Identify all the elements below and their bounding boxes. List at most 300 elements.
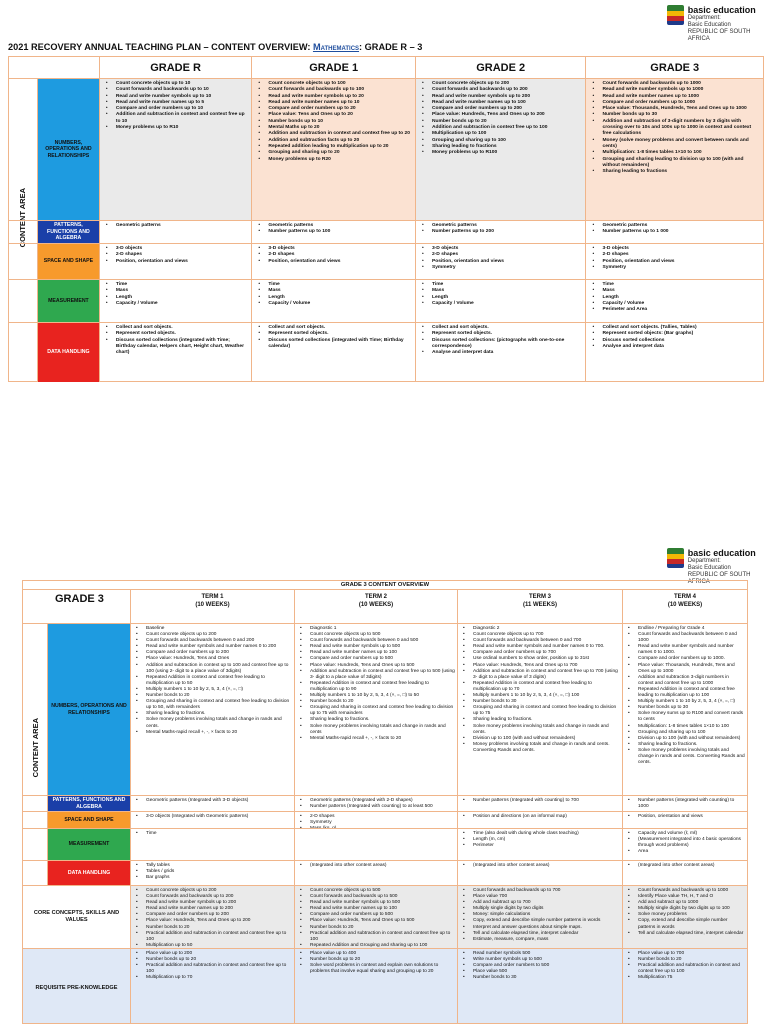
bullet-list <box>256 81 412 163</box>
bullet-list <box>256 282 412 307</box>
list-item: • Multiply numbers 1 to 10 by 2, 5, 3, 4 (×, =, □) to 50 <box>298 693 455 699</box>
list-item: • Money problems up to R100 <box>420 150 583 156</box>
list-item: • Symmetry <box>298 820 455 826</box>
list-item: • Read and write number names up to 1000 <box>590 94 760 100</box>
list-item: • Money problems up to R10 <box>104 125 249 131</box>
list-item: • Count forwards and backwards up to 500 <box>298 894 455 900</box>
list-item: • Area <box>626 849 745 855</box>
list-item: • Tally tables <box>134 863 292 869</box>
list-item: • 3-D objects <box>256 246 412 252</box>
list-item: • 2-D shapes <box>256 252 412 258</box>
list-item: • Use ordinal numbers to show order, position up to 31st <box>461 656 620 662</box>
list-item: • Count forwards and backwards between 0 and 1000 <box>626 632 745 644</box>
list-item: • Count forwards and backwards between 0 and 200 <box>134 638 292 644</box>
content-cell <box>586 280 763 322</box>
content-row-data-handling <box>23 860 747 885</box>
content-row-space-and-shape <box>23 811 747 828</box>
list-item: • Represent sorted objects. <box>256 331 412 337</box>
content-cell <box>623 624 747 795</box>
list-item: • Solve money problems <box>626 912 745 918</box>
list-item: • Number bonds up to 30 <box>590 112 760 118</box>
dbe-logo <box>667 5 768 43</box>
list-item: • Length <box>104 295 249 301</box>
content-row-space-and-shape <box>9 243 763 279</box>
list-item: • Repeated Addition and Grouping and sharing up to 100 <box>298 943 455 948</box>
list-item: • Mental Maths-rapid recall +, -, × facts to 20 <box>134 730 292 736</box>
content-cell <box>252 221 416 243</box>
content-cell <box>252 244 416 279</box>
bullet-list <box>461 814 620 820</box>
list-item: • Copy, extend and describe simple number patterns in words <box>461 918 620 924</box>
list-item: • Number bonds up to 20 <box>420 119 583 125</box>
bullet-list <box>298 863 455 869</box>
list-item: • Addition and subtraction 3-digit numbers in context and context free up to 1000 <box>626 675 745 687</box>
list-item: • Discuss sorted collections (integrated with Time; Birthday calendar, Helpers chart, Height chart, Weather chart) <box>104 338 249 357</box>
list-item: • 2-D shapes <box>590 252 760 258</box>
list-item: • Time <box>104 282 249 288</box>
list-item: • Number patterns up to 1 000 <box>590 229 760 235</box>
list-item: • Position, orientation and views <box>590 259 760 265</box>
term-header: TERM 1 (10 WEEKS) <box>131 590 295 623</box>
list-item: • Read and write number names up to 5 <box>104 100 249 106</box>
content-cell <box>458 861 623 885</box>
category-label: DATA HANDLING <box>48 861 131 885</box>
list-item: • Bar graphs <box>134 875 292 881</box>
term-header: TERM 3 (11 WEEKS) <box>458 590 623 623</box>
list-item: • Count concrete objects up to 200 <box>134 632 292 638</box>
list-item: • Diagnostic 1 <box>298 626 455 632</box>
content-cell <box>458 812 623 828</box>
list-item: • Mental Maths-rapid recall +, -, × facts to 20 <box>298 736 455 742</box>
list-item: • Count concrete objects up to 200 <box>420 81 583 87</box>
logo-line2: Department: <box>687 558 721 564</box>
bullet-list <box>298 626 455 742</box>
list-item: • Count forwards and backwards up to 1000 <box>590 81 760 87</box>
bullet-list <box>590 325 760 350</box>
list-item: • Number patterns (integrated with counting) to 1000 <box>626 798 745 810</box>
coat-of-arms-icon <box>667 5 684 25</box>
bullet-list <box>461 831 620 849</box>
list-item: • Interpret and answer questions about simple maps. <box>461 925 620 931</box>
list-item: • Practical addition and subtraction in context and context free up to 100 <box>626 963 745 975</box>
content-cell <box>416 280 587 322</box>
list-item: • Time <box>590 282 760 288</box>
bullet-list <box>298 814 455 828</box>
list-item: • 3-D objects <box>104 246 249 252</box>
list-item: • Place value: Hundreds, Tens and Ones up to 500 <box>298 663 455 669</box>
list-item: • Count concrete objects up to 200 <box>134 888 292 894</box>
list-item: • Position, orientation and views <box>626 814 745 820</box>
list-item: • Time <box>420 282 583 288</box>
list-item: • Number bonds up to 20 <box>134 957 292 963</box>
list-item: • Compare and order numbers to 500 <box>461 963 620 969</box>
list-item: • Number bonds up to 20 <box>298 957 455 963</box>
list-item: • Count concrete objects up to 500 <box>298 632 455 638</box>
category-label: SPACE AND SHAPE <box>48 812 131 828</box>
content-cell <box>100 244 253 279</box>
list-item: • Solve money problems involving totals and change in rands and cents <box>298 724 455 736</box>
category-label: DATA HANDLING <box>38 323 100 382</box>
list-item: • Collect and sort objects. (Tallies, Tables) <box>590 325 760 331</box>
bullet-list <box>626 951 745 981</box>
overview-table-grade-r-3 <box>8 56 764 382</box>
list-item: • Count concrete objects up to 10 <box>104 81 249 87</box>
list-item: • Compare and order numbers up to 200 <box>134 650 292 656</box>
content-cell <box>295 624 458 795</box>
content-cell <box>295 829 458 860</box>
content-cell <box>131 861 295 885</box>
content-cell <box>295 886 458 948</box>
content-row-measurement <box>23 828 747 860</box>
list-item: • Practical addition and subtraction in context and context free up to 100 <box>134 931 292 943</box>
bullet-list <box>256 325 412 350</box>
list-item: • Read and write number names up to 10 <box>256 100 412 106</box>
subject-name: Mathematics <box>312 42 360 52</box>
list-item: • Place value 700 <box>461 894 620 900</box>
list-item: • Collect and sort objects. <box>104 325 249 331</box>
list-item: • Place value up to 700 <box>626 951 745 957</box>
content-row-core-concepts-skills-and-values <box>23 885 747 948</box>
category-label: NUMBERS, OPERATIONS AND RELATIONSHIPS <box>48 624 131 795</box>
content-cell <box>416 221 587 243</box>
list-item: • Add and subtract up to 1000 <box>626 900 745 906</box>
list-item: • Geometric patterns (Integrated with 3-D objects) <box>134 798 292 804</box>
list-item: • Read and write number symbols up to 1000 <box>590 87 760 93</box>
table-caption: GRADE 3 CONTENT OVERVIEW <box>23 581 747 590</box>
bullet-list <box>134 951 292 981</box>
list-item: • Number bonds to 20 <box>626 957 745 963</box>
list-item: • Symmetry <box>590 265 760 271</box>
list-item: • Place value up to 200 <box>134 951 292 957</box>
category-label: NUMBERS, OPERATIONS AND RELATIONSHIPS <box>38 79 100 220</box>
logo-line1: basic education <box>687 548 756 558</box>
list-item: • Money: simple calculations <box>461 912 620 918</box>
list-item: • Compare and order numbers up to 10 <box>104 106 249 112</box>
category-label: REQUISITE PRE-KNOWLEDGE <box>23 949 131 1024</box>
bullet-list <box>298 951 455 975</box>
list-item: • Estimate, measure, compare, mass <box>461 937 620 943</box>
content-cell <box>252 280 416 322</box>
bullet-list <box>298 888 455 948</box>
bullet-list <box>256 223 412 236</box>
list-item: • Compare and order numbers up to 700 <box>461 650 620 656</box>
list-item: • Add and subtract up to 700 <box>461 900 620 906</box>
list-item: • Division up to 100 (with and without remainders) <box>626 736 745 742</box>
list-item: • Baseline <box>134 626 292 632</box>
list-item: • Read and write number names up to 100 <box>298 650 455 656</box>
grade-header-row <box>9 57 763 78</box>
content-cell <box>458 886 623 948</box>
list-item: • Practical addition and subtraction in context and context free up to 100 <box>298 931 455 943</box>
list-item: • Number bonds to 20 <box>298 925 455 931</box>
list-item: • Number bonds up to 30 <box>626 705 745 711</box>
list-item: • Length (m, cm) <box>461 837 620 843</box>
list-item: • Discuss sorted collections (integrated with Time; Birthday calendar) <box>256 338 412 351</box>
list-item: • Addition and subtraction facts up to 20 <box>256 138 412 144</box>
list-item: • Count forwards and backwards up to 10 <box>104 87 249 93</box>
bullet-list <box>420 223 583 236</box>
list-item: • Multiplication: 1-8 times tables 1×10 to 100 <box>626 724 745 730</box>
page-title: 2021 RECOVERY ANNUAL TEACHING PLAN – CONTENT OVERVIEW: Mathematics: GRADE R – 3 <box>8 42 423 52</box>
bullet-list <box>461 951 620 981</box>
list-item: • Compare and order numbers up to 20 <box>256 106 412 112</box>
list-item: • 3-D objects <box>590 246 760 252</box>
list-item: • Count forwards and backwards between 0 and 700 <box>461 638 620 644</box>
list-item: • Count forwards and backwards up to 700 <box>461 888 620 894</box>
category-label: CORE CONCEPTS, SKILLS AND VALUES <box>23 886 131 948</box>
list-item: • Grouping and sharing leading to division up to 100 (with and without remainders) <box>590 157 760 170</box>
bullet-list <box>104 81 249 131</box>
list-item: • Multiply numbers 1 to 10 by 2, 5, 3, 4 (×, =, □) <box>626 699 745 705</box>
list-item: • Read and write number symbols up to 500 <box>298 644 455 650</box>
content-row-requisite-pre-knowledge <box>23 948 747 1024</box>
list-item: • Geometric patterns <box>256 223 412 229</box>
list-item: • Capacity / Volume <box>420 301 583 307</box>
list-item: • Number bonds up to 10 <box>256 119 412 125</box>
list-item: • Identify Place value TH, H, T and O <box>626 894 745 900</box>
list-item: • Multiplication up to 50 <box>134 943 292 948</box>
list-item: • Solve money problems involving totals and change in rands and cents. Converting Rands and cents. <box>626 748 745 766</box>
list-item: • Length <box>420 295 583 301</box>
content-cell <box>131 812 295 828</box>
list-item: • Place value 500 <box>461 969 620 975</box>
list-item: • Place value: Hundreds, Tens and Ones up to 700 <box>461 663 620 669</box>
bullet-list <box>590 282 760 313</box>
list-item: • Endline / Preparing for Grade 4 <box>626 626 745 632</box>
bullet-list <box>134 814 292 820</box>
list-item: • Grouping and sharing in context and context free leading to division up to 75 <box>461 705 620 717</box>
list-item: • Multiplication 75 <box>626 975 745 981</box>
list-item: • Grouping and sharing up to 100 <box>420 138 583 144</box>
list-item: • Place value: Tens and Ones up to 20 <box>256 112 412 118</box>
list-item: • Geometric patterns <box>590 223 760 229</box>
list-item: • Count forwards and backwards up to 1000 <box>626 888 745 894</box>
content-cell <box>295 949 458 1024</box>
content-cell <box>623 796 747 811</box>
list-item: • Length <box>256 295 412 301</box>
list-item: • Tell and calculate elapsed time, interpret calendar <box>626 931 745 937</box>
list-item: • Mental Maths up to 20 <box>256 125 412 131</box>
content-cell <box>586 244 763 279</box>
list-item: • Place value: Hundreds, Tens and Ones up to 500 <box>298 918 455 924</box>
content-cell <box>100 280 253 322</box>
list-item: • Read and write number symbols and number names 0 to 1000. <box>626 644 745 656</box>
content-cell <box>416 323 587 382</box>
list-item: • Time <box>134 831 292 837</box>
content-cell <box>131 949 295 1024</box>
list-item: • Number bonds to 20 <box>134 693 292 699</box>
category-label: PATTERNS, FUNCTIONS AND ALGEBRA <box>48 796 131 811</box>
list-item: • Place value: Thousands, Hundreds, Tens and Ones up to 1000 <box>590 106 760 112</box>
bullet-list <box>461 863 620 869</box>
content-row-measurement <box>9 279 763 322</box>
content-cell <box>586 221 763 243</box>
list-item: • Mass <box>104 288 249 294</box>
list-item: • Discuss sorted collections <box>590 338 760 344</box>
list-item: • Tables / grids <box>134 869 292 875</box>
bullet-list <box>104 325 249 356</box>
list-item: • Multiplication: 1-8 times tables 1×10 to 100 <box>590 150 760 156</box>
list-item: • Place value: Hundreds, Tens and Ones up to 200 <box>134 918 292 924</box>
list-item: • (Integrated into other content areas) <box>461 863 620 869</box>
bullet-list <box>590 81 760 175</box>
logo-line1: basic education <box>687 5 756 15</box>
content-cell <box>100 221 253 243</box>
content-cell <box>131 829 295 860</box>
bullet-list <box>420 81 583 157</box>
list-item: • Compare and order numbers up to 200 <box>134 912 292 918</box>
list-item: • Collect and sort objects. <box>420 325 583 331</box>
list-item: • Number bonds to 30 <box>461 975 620 981</box>
list-item: • Solve money problems involving totals and change in rands and cents. <box>134 717 292 729</box>
list-item: • Count concrete objects up to 100 <box>256 81 412 87</box>
content-cell <box>131 796 295 811</box>
list-item: • Addition and subtraction in context and context free up to 20 <box>256 131 412 137</box>
list-item: • Number patterns up to 200 <box>420 229 583 235</box>
content-area-label: CONTENT AREA <box>31 718 40 778</box>
bullet-list <box>420 282 583 307</box>
bullet-list <box>134 798 292 804</box>
list-item: • Read and write number symbols up to 200 <box>420 94 583 100</box>
list-item: • Sharing leading to fractions. <box>626 742 745 748</box>
list-item: • Read and write number symbols up to 20 <box>256 94 412 100</box>
logo-line3: Basic Education <box>687 22 731 28</box>
list-item: • Mass <box>256 288 412 294</box>
content-cell <box>458 624 623 795</box>
list-item: • Compare and order numbers up to 500 <box>298 912 455 918</box>
content-row-patterns-functions-and-algebra <box>23 795 747 811</box>
bullet-list <box>420 325 583 356</box>
list-item: • 2-D shapes <box>298 814 455 820</box>
list-item: • Multiply numbers 1 to 10 by 2, 5, 3, 4 (×, =, □) 100 <box>461 693 620 699</box>
term-header: TERM 4 (10 WEEKS) <box>667 594 703 608</box>
list-item: • Place value: Hundreds, Tens and Ones up to 200 <box>420 112 583 118</box>
bullet-list <box>461 798 620 804</box>
list-item: • Capacity and volume (ℓ, mℓ) <box>626 831 745 837</box>
list-item: • Multiply single digits by two digits up to 100 <box>626 906 745 912</box>
content-cell <box>131 624 295 795</box>
list-item: • Copy, extend and describe simple number patterns in words <box>626 918 745 930</box>
grade-header: GRADE 1 <box>252 57 416 78</box>
list-item: • Analyse and interpret data <box>420 350 583 356</box>
content-cell <box>623 829 747 860</box>
content-cell <box>416 244 587 279</box>
content-cell <box>295 812 458 828</box>
bullet-list <box>134 863 292 881</box>
content-cell <box>623 886 747 948</box>
list-item: • Position, orientation and views <box>104 259 249 265</box>
content-cell <box>100 79 253 220</box>
list-item: • Compare and order numbers up to 1000. <box>626 656 745 662</box>
list-item: • Read and write number symbols and number names 0 to 200 <box>134 644 292 650</box>
list-item: • Sharing leading to fractions. <box>298 717 455 723</box>
content-cell <box>252 79 416 220</box>
list-item: • Collect and sort objects. <box>256 325 412 331</box>
content-cell <box>458 796 623 811</box>
list-item: • Read and write number symbols up to 200 <box>134 900 292 906</box>
list-item: • (Integrated into other content areas) <box>298 863 455 869</box>
list-item: • Count forwards and backwards up to 200 <box>134 894 292 900</box>
category-label: MEASUREMENT <box>48 829 131 860</box>
list-item: • Read and write number names up to 100 <box>420 100 583 106</box>
list-item: • Place value: Thousands, Hundreds, Tens and Ones up to 1000 <box>626 663 745 675</box>
list-item: • Length <box>590 295 760 301</box>
list-item: • Number bonds to 20 <box>134 925 292 931</box>
list-item: • Addition and subtraction in context free up to 100 <box>420 125 583 131</box>
content-row-numbers-operations-and-relationships <box>9 78 763 220</box>
list-item: • Capacity / Volume <box>256 301 412 307</box>
list-item: • Time (also dealt with during whole class teaching) <box>461 831 620 837</box>
content-row-numbers-operations-and-relationships <box>23 623 747 795</box>
content-row-patterns-functions-and-algebra <box>9 220 763 243</box>
list-item: • Repeated Addition in context and context free leading to multiplication up to 50 <box>134 675 292 687</box>
list-item: • Compare and order numbers up to 500 <box>298 656 455 662</box>
grade-header: GRADE 2 <box>416 57 587 78</box>
bullet-list <box>134 888 292 948</box>
list-item: • Read and write number names up to 200 <box>134 906 292 912</box>
content-cell <box>623 861 747 885</box>
list-item: • Addition and subtraction in context up to 100 and context free up to 100 (using 2- digit to a place value of 3digits) <box>134 663 292 675</box>
list-item: • Money problems involving totals and change in rands and cents. Converting Rands and cents. <box>461 742 620 754</box>
content-cell <box>100 323 253 382</box>
list-item: • Grouping and sharing up to 20 <box>256 150 412 156</box>
list-item: • Read and write number symbols up to 500 <box>298 900 455 906</box>
list-item: • Tell and calculate elapsed time, interpret calendar <box>461 931 620 937</box>
list-item: • Solve money sums up to R100 and convert rands to cents <box>626 711 745 723</box>
list-item: • Money problems up to R20 <box>256 157 412 163</box>
list-item: • Represent sorted objects: (Bar graphs) <box>590 331 760 337</box>
list-item: • Multiplication up to 100 <box>420 131 583 137</box>
list-item: • Repeated addition leading to multiplication up to 20 <box>256 144 412 150</box>
list-item: • Geometric patterns <box>420 223 583 229</box>
list-item: • Number bonds to 30 <box>461 699 620 705</box>
grade-label: GRADE 3 <box>23 590 131 623</box>
list-item: • Place value: Hundreds, Tens and Ones <box>134 656 292 662</box>
list-item: • Mass <box>590 288 760 294</box>
list-item: • Number bonds to 20 <box>298 699 455 705</box>
list-item: • Geometric patterns (Integrated with 2-D shapes) <box>298 798 455 804</box>
list-item: • Count concrete objects up to 500 <box>298 888 455 894</box>
term-header: TERM 2 (10 WEEKS) <box>295 590 458 623</box>
list-item: • Analyse and interpret data <box>590 344 760 350</box>
list-item: • Repeated Addition in context and context free leading to multiplication up to 90 <box>298 681 455 693</box>
list-item: • 2-D shapes <box>104 252 249 258</box>
list-item: • Geometric patterns <box>104 223 249 229</box>
bullet-list <box>626 863 745 869</box>
grade-header: GRADE R <box>100 57 253 78</box>
list-item: • Sharing leading to fractions <box>420 144 583 150</box>
list-item: • Count forwards and backwards between 0 and 500 <box>298 638 455 644</box>
list-item: • Money (solve money problems and convert between rands and cents) <box>590 138 760 151</box>
grade3-overview-table <box>22 580 748 1024</box>
content-cell <box>252 323 416 382</box>
list-item: • Place value up to 400 <box>298 951 455 957</box>
bullet-list <box>461 626 620 754</box>
bullet-list <box>134 831 292 837</box>
bullet-list <box>626 626 745 766</box>
bullet-list <box>134 626 292 736</box>
list-item: • Addition and subtraction of 3-digit numbers by 3 digits with crossing over to 10s and 100s up to 1000 in context and context free calculations <box>590 119 760 138</box>
list-item: • Position and directions (on an informal map) <box>461 814 620 820</box>
list-item: • 3-D objects (Integrated with Geometric patterns) <box>134 814 292 820</box>
list-item: • Grouping and sharing in context and context free leading to division up to 50, with remainders <box>134 699 292 711</box>
coat-of-arms-icon <box>667 548 684 568</box>
list-item: • Sharing leading to fractions. <box>134 711 292 717</box>
logo-line2: Department: <box>687 15 721 21</box>
list-item: • Practical addition and subtraction in context and context free up to 100 <box>134 963 292 975</box>
list-item: • Solve word problems in context and explain own solutions to problems that involve equal sharing and grouping up to 20 <box>298 963 455 975</box>
bullet-list <box>104 246 249 265</box>
